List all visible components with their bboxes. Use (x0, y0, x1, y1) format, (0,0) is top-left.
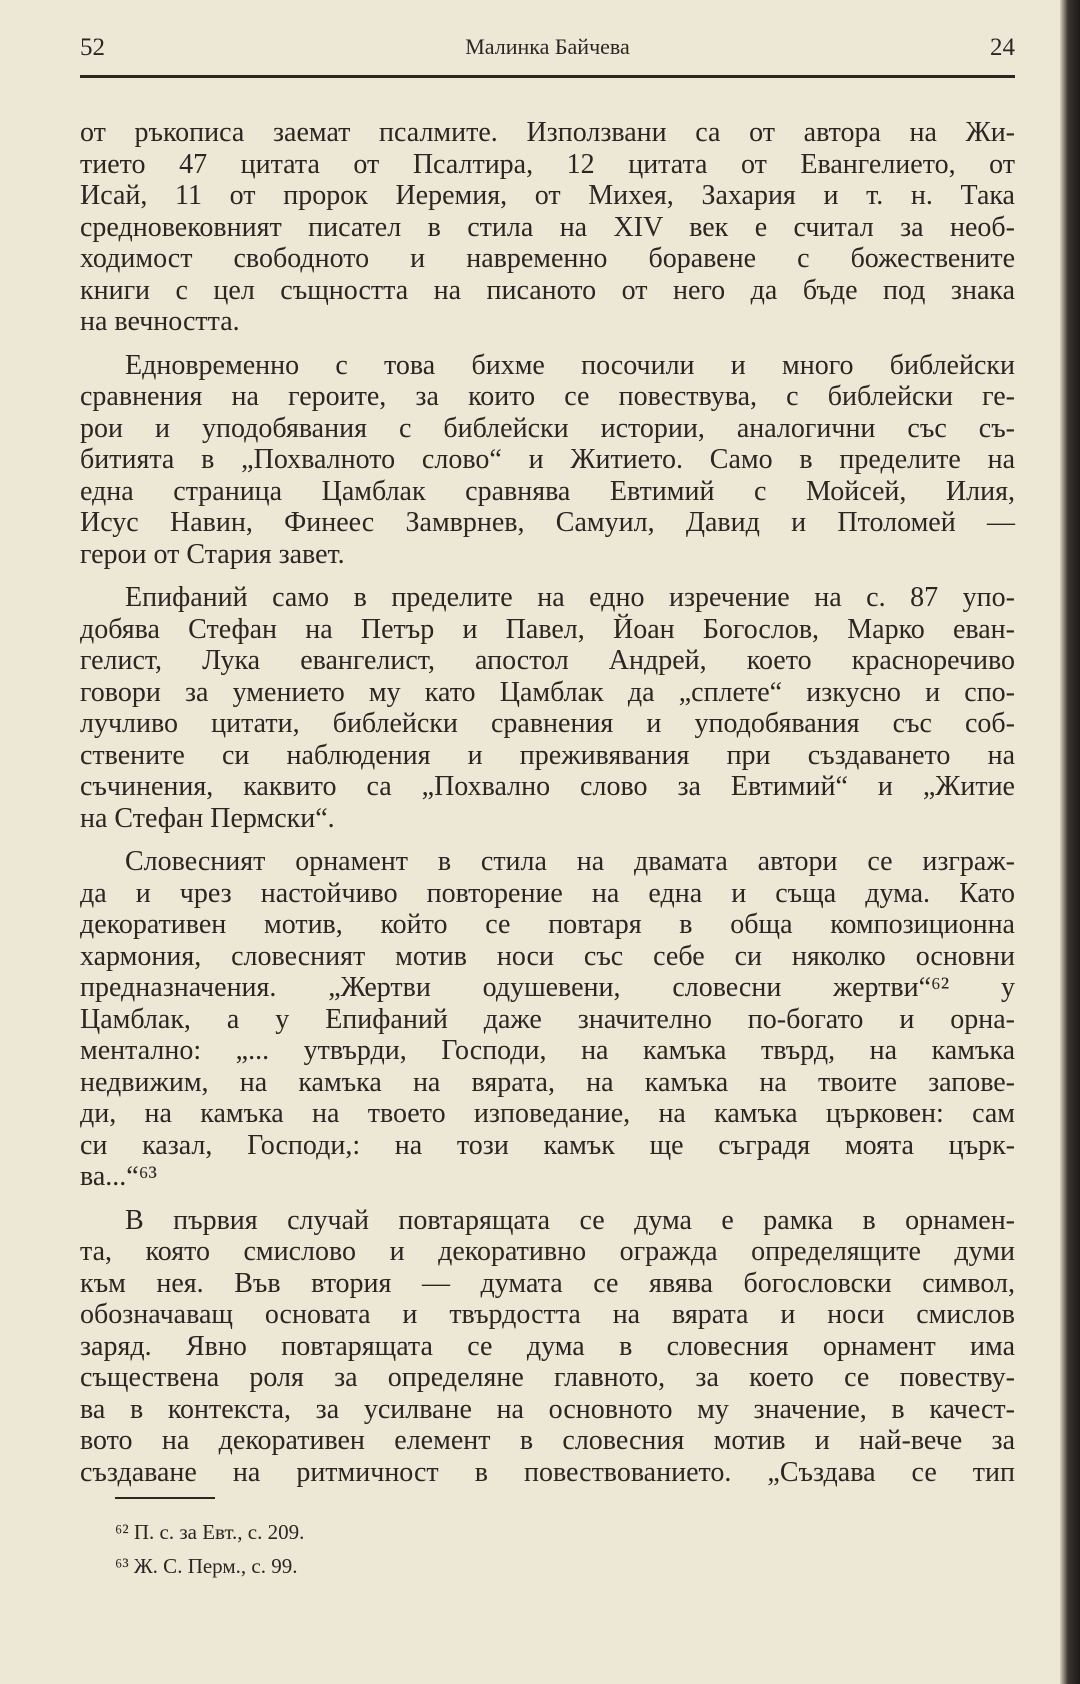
running-header (80, 30, 1015, 74)
text-line: ва...“⁶³ (80, 1161, 157, 1192)
header-rule (80, 75, 1015, 78)
book-binding-edge (1060, 0, 1080, 1684)
text-line: Исай, 11 от пророк Иеремия, от Михея, Захария и т. н. Така (80, 180, 1015, 211)
text-line: ствените си наблюдения и преживявания при създаването на (80, 739, 1015, 771)
text-line: на Стефан Пермски“. (80, 802, 335, 834)
text-line: към нея. Във втория — думата се явява богословски символ, (80, 1267, 1015, 1299)
text-line: Епифаний само в пределите на едно изречение на с. 87 упо- (125, 582, 1015, 613)
running-title-author: Малинка Байчева (465, 34, 630, 59)
text-line: Исус Навин, Финеес Замврнев, Самуил, Давид и Птоломей — (80, 507, 1015, 538)
text-line: средновековният писател в стила на XIV век е считал за необ- (80, 211, 1015, 243)
text-line: предназначения. „Жертви одушевени, словесни жертви“⁶² у (80, 972, 1015, 1003)
page-number: 52 (80, 34, 105, 61)
text-line: добява Стефан на Петър и Павел, Йоан Богослов, Марко еван- (80, 613, 1015, 645)
section-number: 24 (990, 34, 1015, 61)
text-line: сравнения на героите, за които се повествува, с библейски ге- (80, 381, 1015, 412)
text-line: Словесният орнамент в стила на двамата автори се изграж- (125, 846, 1015, 877)
text-line: хармония, словесният мотив носи със себе си няколко основни (80, 940, 1015, 972)
text-line: съчинения, каквито са „Похвално слово за Евтимий“ и „Житие (80, 771, 1015, 802)
footnote-rule (115, 1497, 215, 1499)
text-line: Цамблак, а у Епифаний даже значително по-богато и орна- (80, 1003, 1015, 1035)
text-line: заряд. Явно повтарящата се дума в словесния орнамент има (80, 1330, 1015, 1362)
body-text (80, 117, 1015, 1500)
text-line: от ръкописа заемат псалмите. Използвани са от автора на Жи- (80, 117, 1015, 148)
text-line: на вечността. (80, 306, 240, 337)
paragraph (80, 1205, 1015, 1489)
text-line: вото на декоративен елемент в словесния мотив и най-вече за (80, 1425, 1015, 1456)
text-line: рои и уподобявания с библейски истории, аналогични със съ- (80, 412, 1015, 444)
text-line: тието 47 цитата от Псалтира, 12 цитата от Евангелието, от (80, 148, 1015, 180)
text-line: книги с цел същността на писаното от него да бъде под знака (80, 274, 1015, 306)
paragraph (80, 117, 1015, 338)
text-line: съществена роля за определяне главното, за което се повеству- (80, 1362, 1015, 1393)
text-line: ходимост свободното и навременно боравене с божествените (80, 243, 1015, 274)
footnote: ⁶² П. с. за Евт., с. 209. (115, 1520, 305, 1544)
paragraph (80, 846, 1015, 1193)
text-line: недвижим, на камъка на вярата, на камъка на твоите запове- (80, 1066, 1015, 1098)
text-line: обозначаващ основата и твърдостта на вярата и носи смислов (80, 1299, 1015, 1330)
text-line: ва в контекста, за усилване на основното му значение, в качест- (80, 1393, 1015, 1425)
paragraph (80, 350, 1015, 571)
text-line: та, която смислово и декоративно огражда определящите думи (80, 1236, 1015, 1267)
text-line: лучливо цитати, библейски сравнения и уподобявания със соб- (80, 708, 1015, 739)
text-line: говори за умението му като Цамблак да „сплете“ изкусно и спо- (80, 676, 1015, 708)
text-line: гелист, Лука евангелист, апостол Андрей, което красноречиво (80, 645, 1015, 676)
paragraph (80, 582, 1015, 834)
text-line: декоративен мотив, който се повтаря в обща композиционна (80, 909, 1015, 940)
text-line: битията в „Похвалното слово“ и Житието. Само в пределите на (80, 444, 1015, 475)
footnote: ⁶³ Ж. С. Перм., с. 99. (115, 1554, 298, 1578)
text-line: създаване на ритмичност в повествованието. „Създава се тип (80, 1456, 1015, 1488)
text-line: герои от Стария завет. (80, 538, 345, 570)
text-line: Едновременно с това бихме посочили и много библейски (125, 349, 1015, 381)
footnotes (115, 1515, 304, 1583)
text-line: една страница Цамблак сравнява Евтимий с Мойсей, Илия, (80, 475, 1015, 507)
text-line: да и чрез настойчиво повторение на една и съща дума. Като (80, 877, 1015, 909)
text-line: ди, на камъка на твоето изповедание, на камъка църковен: сам (80, 1098, 1015, 1129)
text-line: си казал, Господи,: на този камък ще съградя моята църк- (80, 1129, 1015, 1161)
text-line: ментално: „... утвърди, Господи, на камъка твърд, на камъка (80, 1035, 1015, 1066)
text-line: В първия случай повтарящата се дума е рамка в орнамен- (125, 1204, 1015, 1236)
